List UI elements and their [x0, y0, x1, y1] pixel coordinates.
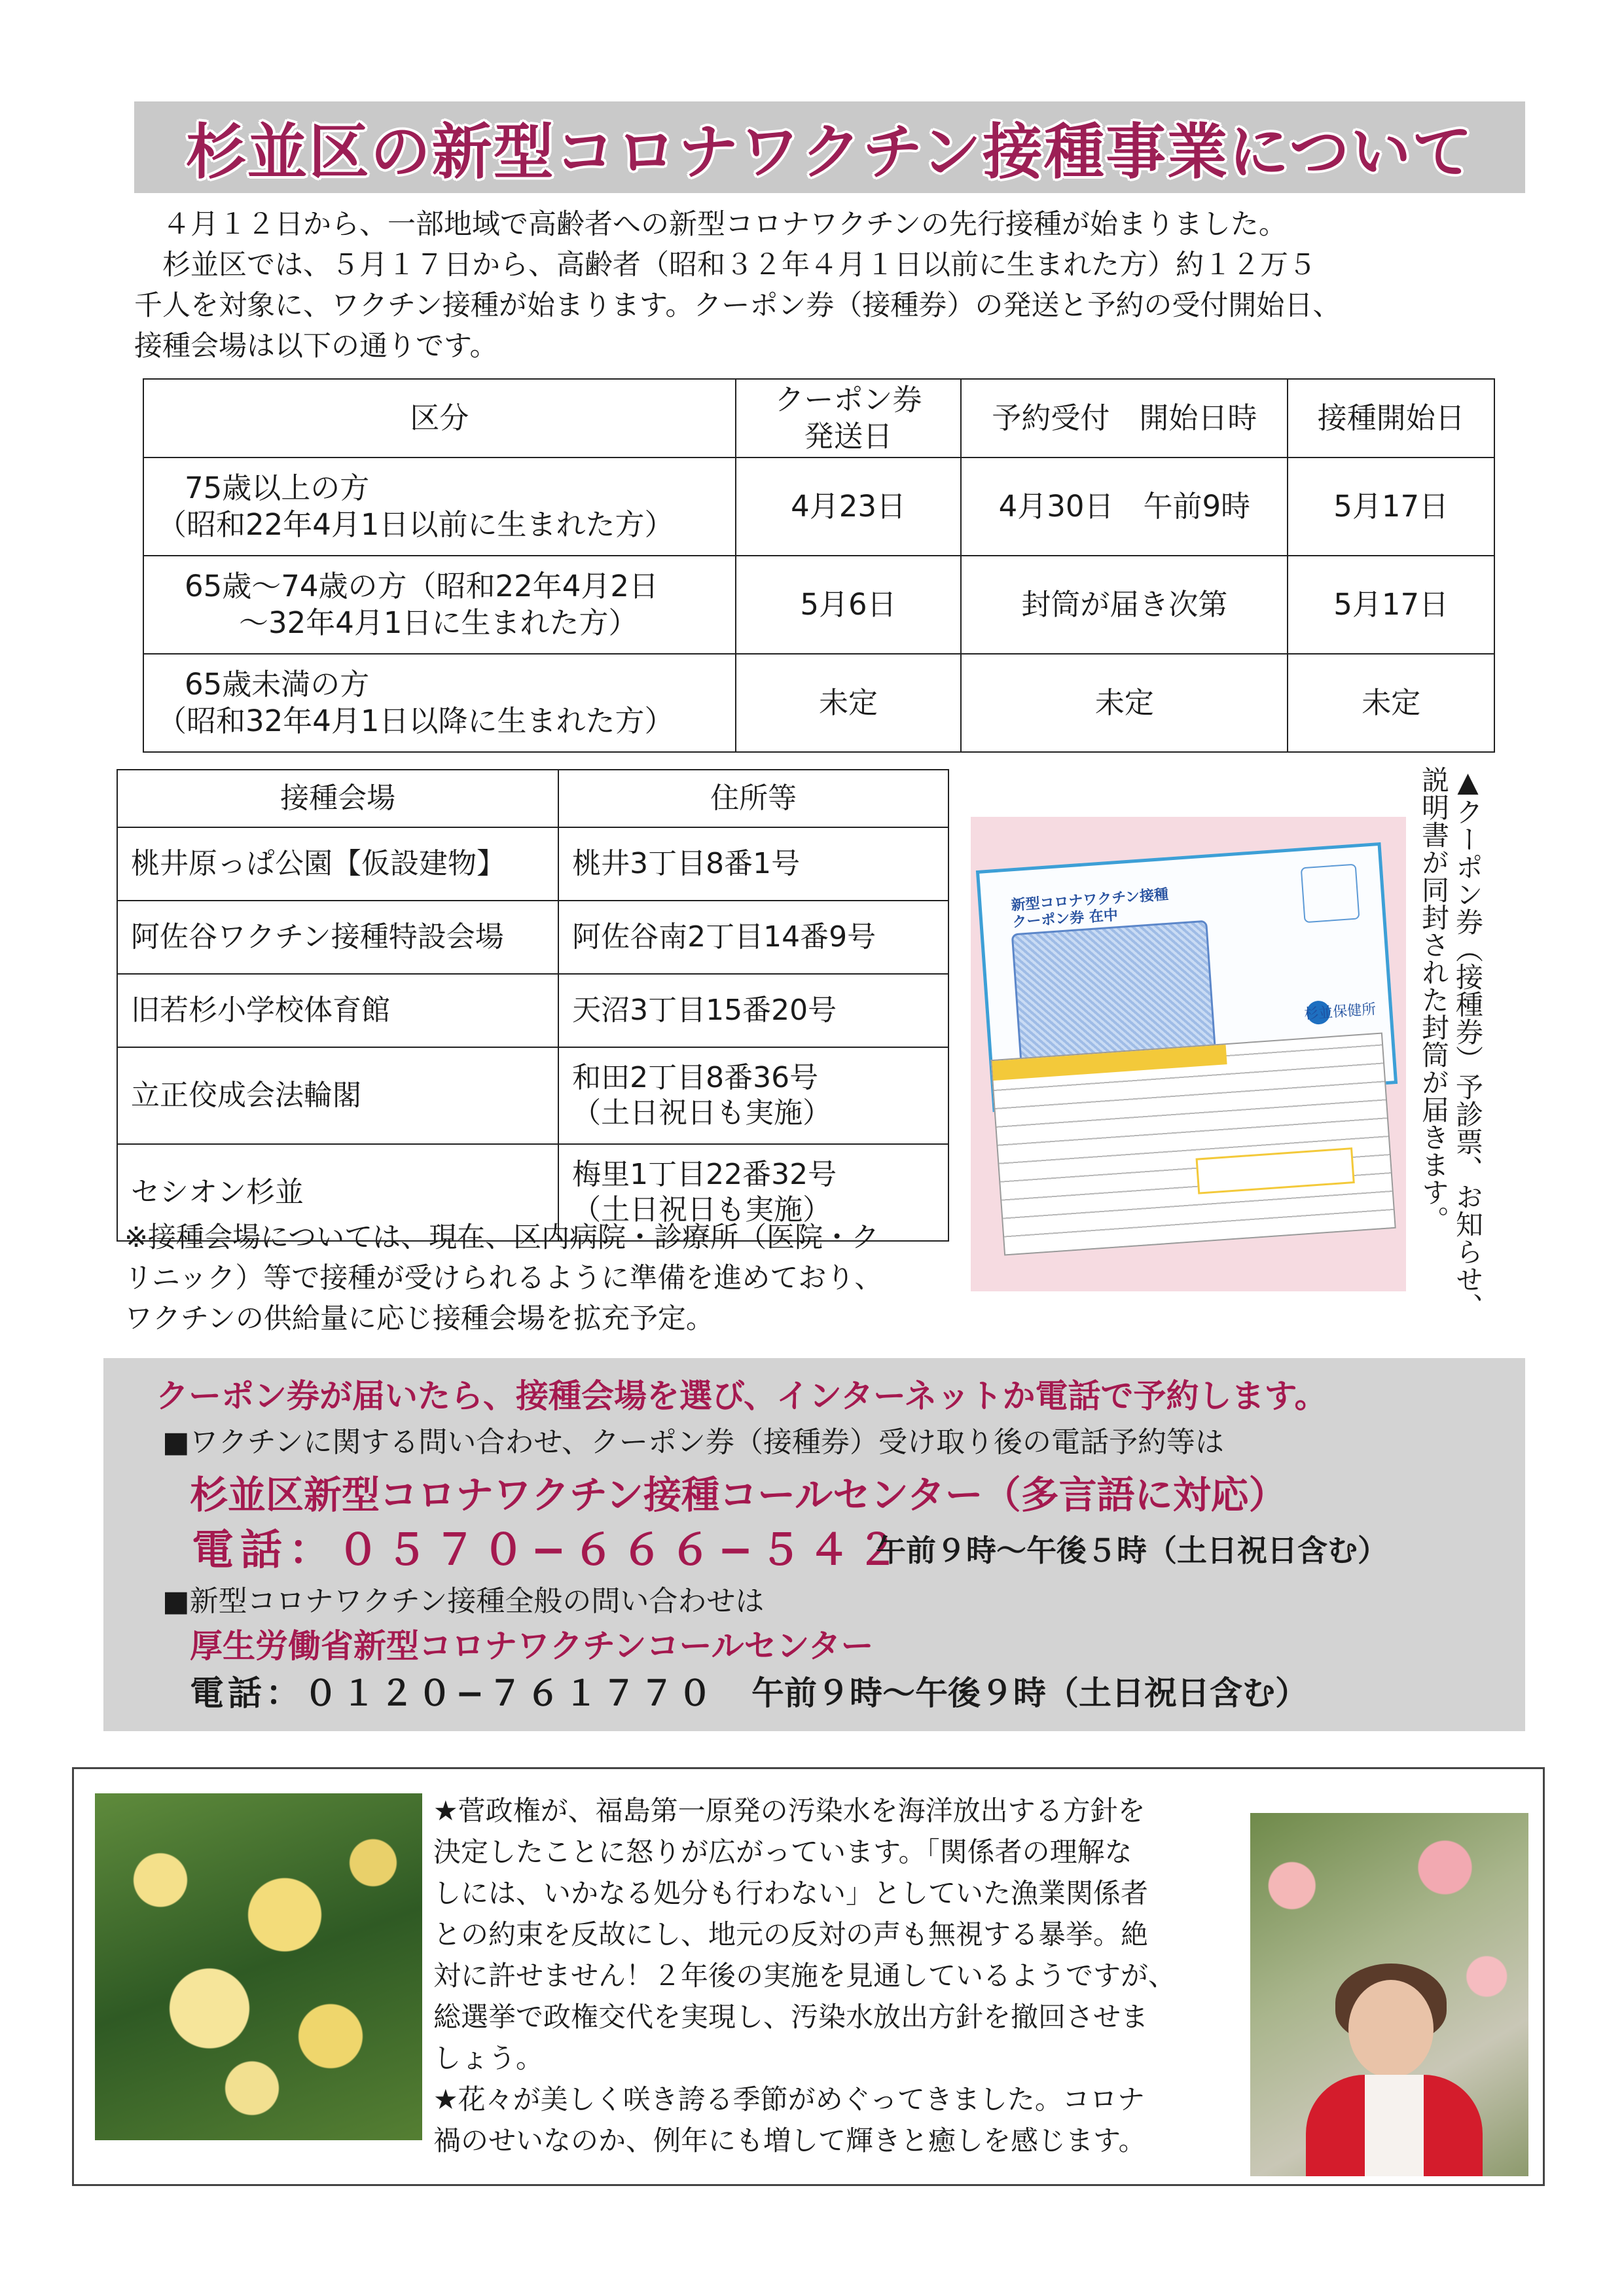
ship-date-cell: 4月23日 [736, 457, 961, 556]
phone-number-1: 電話：０５７０−６６６−５４２ [192, 1526, 905, 1575]
category-line: 75歳以上の方 [185, 471, 370, 505]
header-reserve-start: 予約受付 開始日時 [961, 379, 1288, 457]
phone-number-2: 電話：０１２０−７６１７７０ [190, 1674, 716, 1713]
table-row [117, 1047, 948, 1144]
column-line: 総選挙で政権交代を実現し、汚染水放出方針を撤回させま [433, 2001, 1149, 2033]
column-line: ★花々が美しく咲き誇る季節がめぐってきました。コロナ [433, 2083, 1145, 2115]
note-line: ワクチンの供給量に応じ接種会場を拡充予定。 [124, 1302, 714, 1335]
envelope-sender: 杉並保健所 [1303, 1001, 1377, 1023]
header-category: 区分 [143, 379, 736, 457]
intro-paragraph [134, 204, 1528, 367]
row-category [143, 457, 736, 556]
address-line: 和田2丁目8番36号 [572, 1061, 819, 1094]
portrait-photo [1250, 1813, 1528, 2176]
note-line: リニック）等で接種が受けられるように準備を進めており、 [124, 1262, 883, 1295]
table-row [117, 974, 948, 1047]
reservation-headline: クーポン券が届いたら、接種会場を選び、インターネットか電話で予約します。 [156, 1377, 1327, 1415]
venue-name: 旧若杉小学校体育館 [117, 974, 558, 1047]
inquiry-label-1: ■ワクチンに関する問い合わせ、クーポン券（接種券）受け取り後の電話予約等は [162, 1426, 1225, 1459]
start-date-cell: 未定 [1288, 654, 1494, 752]
yellow-roses-photo [95, 1793, 422, 2140]
column-line: 禍のせいなのか、例年にも増して輝きと癒しを感じます。 [433, 2125, 1146, 2157]
reservation-info-box [103, 1358, 1525, 1731]
inquiry-label-2: ■新型コロナワクチン接種全般の問い合わせは [162, 1585, 765, 1618]
column-line: しょう。 [433, 2042, 544, 2074]
table-row [143, 654, 1494, 752]
schedule-table [143, 378, 1495, 753]
reserve-cell: 4月30日 午前9時 [961, 457, 1288, 556]
category-line: （昭和22年4月1日以前に生まれた方） [157, 507, 674, 542]
portrait-shirt [1365, 2075, 1424, 2176]
table-row [143, 556, 1494, 654]
intro-line: 接種会場は以下の通りです。 [134, 330, 498, 363]
venue-table [117, 769, 949, 1242]
category-line: ～32年4月1日に生まれた方） [239, 605, 638, 640]
schedule-header-row [143, 379, 1494, 457]
row-category [143, 654, 736, 752]
reserve-cell: 封筒が届き次第 [961, 556, 1288, 654]
header-vaccination-start: 接種開始日 [1288, 379, 1494, 457]
address-line: （土日祝日も実施） [572, 1193, 832, 1227]
address-line: 天沼3丁目15番20号 [572, 994, 837, 1027]
coupon-caption: ▲クーポン券（接種券）予診票、お知らせ、説明書が同封された封筒が届きます。 [1418, 766, 1484, 1320]
column-line: 対に許せません！２年後の実施を見通しているようですが、 [433, 1960, 1176, 1992]
table-row [117, 827, 948, 901]
start-date-cell: 5月17日 [1288, 457, 1494, 556]
venue-name: 立正佼成会法輪閣 [117, 1047, 558, 1144]
venue-address [558, 901, 948, 974]
venue-name: セシオン杉並 [117, 1144, 558, 1241]
envelope-title: 新型コロナワクチン接種 [1010, 886, 1169, 914]
portrait-face [1348, 1980, 1434, 2078]
header-address: 住所等 [558, 770, 948, 827]
address-line: 阿佐谷南2丁目14番9号 [572, 920, 876, 954]
header-venue: 接種会場 [117, 770, 558, 827]
venue-header-row [117, 770, 948, 827]
row-category [143, 556, 736, 654]
header-ship-line: 発送日 [804, 419, 893, 454]
venue-address [558, 974, 948, 1047]
ship-date-cell: 未定 [736, 654, 961, 752]
column-line: との約束を反故にし、地元の反対の声も無視する暴挙。絶 [433, 1918, 1149, 1950]
address-line: 梅里1丁目22番32号 [572, 1158, 837, 1191]
note-line: ※接種会場については、現在、区内病院・診療所（医院・ク [124, 1221, 880, 1254]
hours-2: 午前９時～午後９時（土日祝日含む） [751, 1674, 1308, 1712]
column-line: しには、いかなる処分も行わない」としていた漁業関係者 [433, 1877, 1149, 1909]
category-line: 65歳～74歳の方（昭和22年4月2日 [185, 569, 659, 603]
intro-line: 杉並区では、５月１７日から、高齢者（昭和３２年４月１日以前に生まれた方）約１２万５ [134, 249, 1316, 281]
venue-note [124, 1217, 949, 1339]
address-line: 桃井3丁目8番1号 [572, 847, 801, 880]
category-line: 65歳未満の方 [185, 667, 370, 702]
title-banner [134, 101, 1525, 193]
call-center-name-2: 厚生労働省新型コロナワクチンコールセンター [190, 1627, 874, 1665]
table-row [117, 901, 948, 974]
venue-address [558, 827, 948, 901]
venue-address [558, 1047, 948, 1144]
reserve-cell: 未定 [961, 654, 1288, 752]
intro-line: ４月１２日から、一部地域で高齢者への新型コロナワクチンの先行接種が始まりました。 [134, 208, 1287, 241]
venue-name: 桃井原っぱ公園【仮設建物】 [117, 827, 558, 901]
hours-1: 午前９時～午後５時（土日祝日含む） [876, 1533, 1388, 1568]
column-line: 決定したことに怒りが広がっています。「関係者の理解な [433, 1836, 1132, 1868]
category-line: （昭和32年4月1日以降に生まれた方） [157, 704, 674, 738]
venue-name: 阿佐谷ワクチン接種特設会場 [117, 901, 558, 974]
page-title: 杉並区の新型コロナワクチン接種事業について [185, 117, 1474, 187]
ship-date-cell: 5月6日 [736, 556, 961, 654]
column-text [433, 1790, 1238, 2161]
column-line: ★菅政権が、福島第一原発の汚染水を海洋放出する方針を [433, 1795, 1146, 1827]
header-ship-date [736, 379, 961, 457]
table-row [143, 457, 1494, 556]
address-line: （土日祝日も実施） [572, 1096, 832, 1130]
form-highlight-box [1196, 1147, 1355, 1194]
postage-mark [1301, 864, 1360, 924]
questionnaire-form [990, 1032, 1396, 1255]
start-date-cell: 5月17日 [1288, 556, 1494, 654]
envelope-subtitle: クーポン券 在中 [1011, 907, 1119, 931]
coupon-envelope-photo [971, 817, 1406, 1291]
intro-line: 千人を対象に、ワクチン接種が始まります。クーポン券（接種券）の発送と予約の受付開始日、 [134, 289, 1341, 322]
header-ship-line: クーポン券 [774, 382, 922, 417]
call-center-name-1: 杉並区新型コロナワクチン接種コールセンター（多言語に対応） [190, 1473, 1287, 1517]
